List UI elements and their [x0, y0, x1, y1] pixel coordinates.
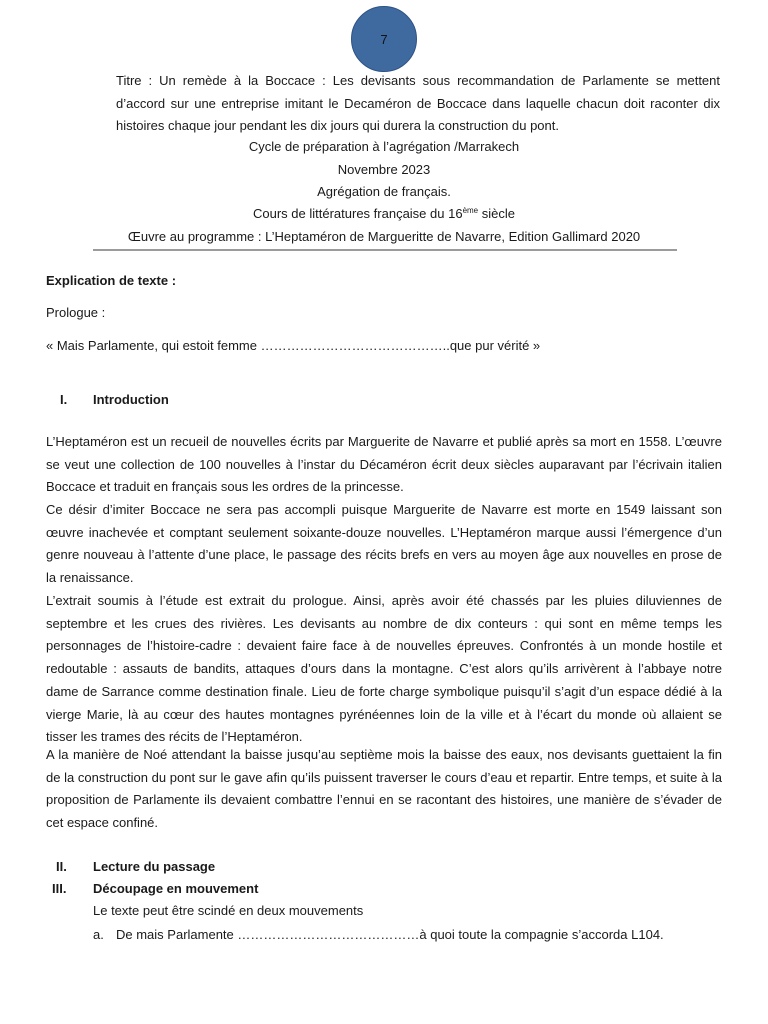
movement-item-a	[93, 926, 664, 944]
section-title: Découpage en mouvement	[93, 881, 259, 896]
page-number: 7	[380, 31, 388, 47]
section-title: Introduction	[93, 392, 169, 407]
intro-paragraph-1: L’Heptaméron est un recueil de nouvelles écrits par Marguerite de Navarre et publié après sa mort en 1558. L’œuvre se veut une collection de 100 nouvelles à l’instar du Décaméron écrit deux siècles auparavant par l’écrivain italien Boccace et traduit en français sous les ordres de la princesse.	[46, 434, 722, 495]
item-text: De mais Parlamente ……………………………………à quoi toute la compagnie s’accorda L104.	[116, 927, 664, 942]
intro-paragraph-2: Ce désir d’imiter Boccace ne sera pas accompli puisque Marguerite de Navarre est morte en 1549 laissant son œuvre inachevée et comptant seulement soixante-douze nouvelles. L’Heptaméron marque aussi l’émergence d’un genre nouveau à l’attente d’une place, le passage des récits brefs en vers au moyen âge aux nouvelles en prose de la renaissance.	[46, 502, 722, 586]
cycle-line: Cycle de préparation à l’agrégation /Marrakech	[248, 139, 520, 154]
section-introduction-heading	[60, 391, 169, 409]
section-lecture-heading	[56, 858, 215, 876]
header-divider	[93, 249, 677, 251]
item-marker: a.	[93, 927, 104, 942]
course-line	[100, 205, 668, 223]
section-number: I.	[60, 392, 68, 407]
section-title: Lecture du passage	[93, 859, 216, 874]
quote-line: « Mais Parlamente, qui estoit femme ……………………………………..que pur vérité »	[46, 338, 541, 353]
intro-paragraph-4: A la manière de Noé attendant la baisse jusqu’au septième mois la baisse des eaux, nos devisants guettaient la fin de la construction du pont sur le gave afin qu’ils puissent traverser le cours d’eau et repartir. Entre temps, et suite à la proposition de Parlamente ils devaient combattre l’ennui en se racontant des histoires, une manière de s’évader de cet espace confiné.	[46, 747, 722, 831]
section-decoupage-heading	[52, 880, 258, 898]
title-paragraph: Titre : Un remède à la Boccace : Les devisants sous recommandation de Parlamente se mettent d’accord sur une entreprise imitant le Decaméron de Boccace dans laquelle chacun doit raconter dix histoires chaque jour pendant les dix jours qui durera la construction du pont.	[116, 73, 720, 133]
work-line: Œuvre au programme : L’Heptaméron de Margueritte de Navarre, Edition Gallimard 2020	[127, 229, 641, 244]
section-number: III.	[52, 881, 67, 896]
explication-heading: Explication de texte :	[46, 273, 177, 288]
page-number-badge	[351, 6, 417, 72]
course-suffix: siècle	[478, 206, 515, 221]
intro-paragraph-3: L’extrait soumis à l’étude est extrait du prologue. Ainsi, après avoir été chassés par les pluies diluviennes de septembre et les crues des rivières. Les devisants au nombre de dix conteurs : qui sont en même temps les personnages de l’histoire-cadre : devaient faire face à de nouvelles épreuves. Confrontés à un monde hostile et redoutable : assauts de bandits, attaques d’ours dans la montagne. C’est alors qu’ils arrivèrent à l’abbaye notre dame de Sarrance comme destination finale. Lieu de forte charge symbolique puisqu’il s’agit d’un espace dédié à la vierge Marie, là au cœur des hautes montagnes pyrénéennes loin de la ville et à l’écart du monde où allaient se tisser les trames des récits de l’Heptaméron.	[46, 593, 722, 745]
date-line: Novembre 2023	[337, 162, 431, 177]
program-line: Agrégation de français.	[317, 184, 451, 199]
course-prefix: Cours de littératures française du 16	[253, 206, 463, 221]
course-superscript: ème	[462, 206, 479, 215]
section-number: II.	[56, 859, 67, 874]
prologue-label: Prologue :	[46, 305, 106, 320]
decoupage-text: Le texte peut être scindé en deux mouvements	[93, 903, 364, 918]
